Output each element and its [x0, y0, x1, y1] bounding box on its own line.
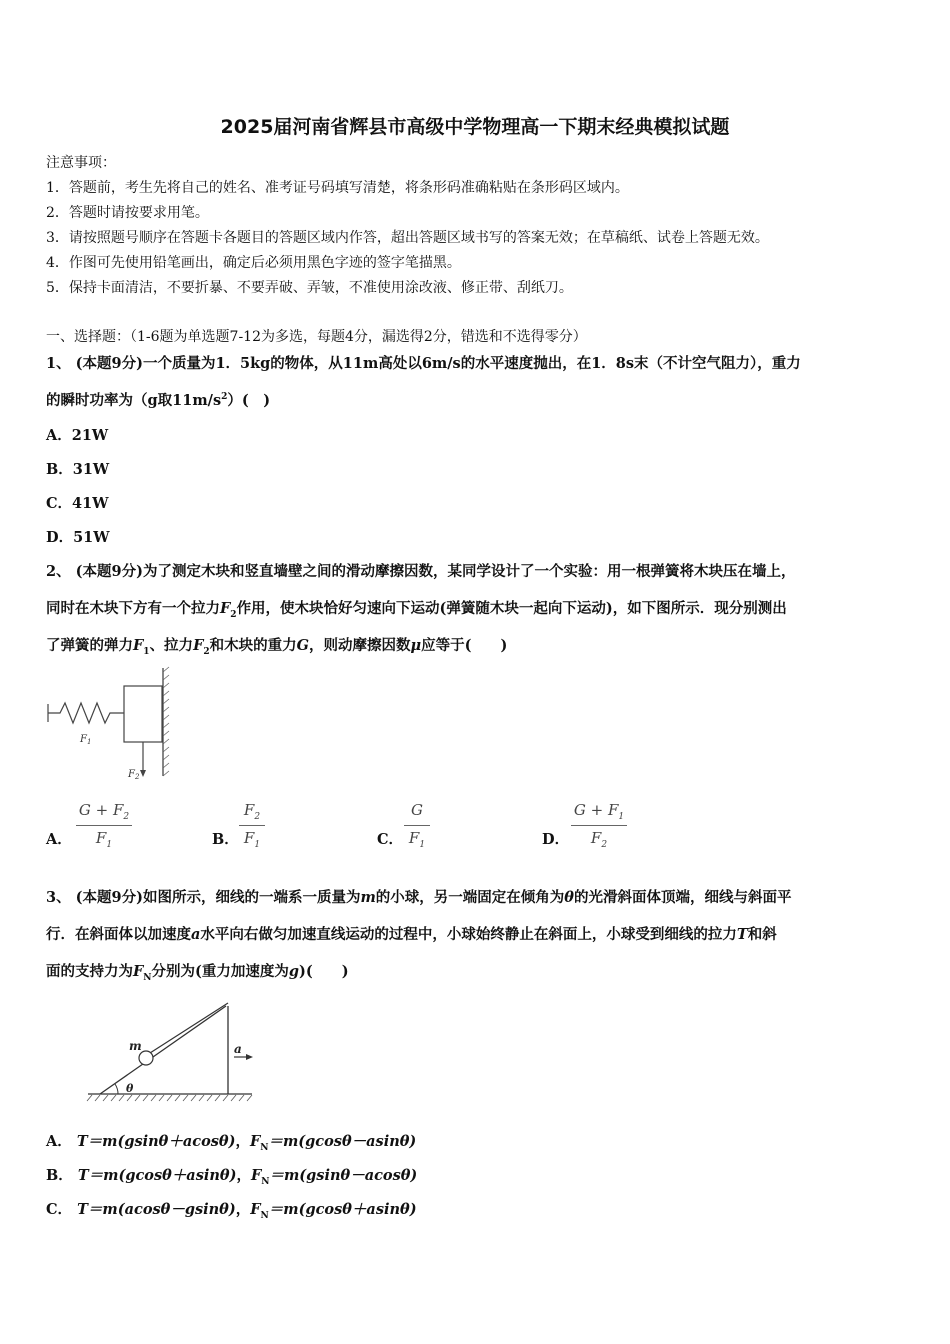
incline-surface [100, 1006, 226, 1094]
q2-option-b-letter: B． [212, 831, 239, 848]
q2-stem-line3: 了弹簧的弹力$F_1$、拉力$F_2$和木块的重力G，则动摩擦因数μ应等于( ) [46, 637, 508, 657]
section-header: 一、选择题：（1-6题为单选题7-12为多选，每题4分，漏选得2分，错选和不选得零分） [46, 329, 587, 345]
ball [139, 1051, 153, 1065]
q2-option-b-fraction: $F_2$ $F_1$ [239, 801, 265, 850]
q3-incline-figure [84, 1000, 256, 1112]
q3-option-c: C． T＝m(acosθ－gsinθ)，$F_N=m(gcos\theta+asin\theta)$ [46, 1201, 417, 1221]
q1-option-b: B．31W [46, 461, 110, 478]
f2-label: $F_2$ [128, 769, 140, 781]
string [150, 1003, 228, 1053]
accel-arrowhead [246, 1054, 253, 1060]
spring [48, 703, 124, 723]
notice-item-5: 5．保持卡面清洁，不要折暴、不要弄破、弄皱，不准使用涂改液、修正带、刮纸刀。 [46, 280, 573, 296]
notice-item-4: 4．作图可先使用铅笔画出，确定后必须用黑色字迹的签字笔描黑。 [46, 255, 461, 271]
angle-arc [115, 1084, 118, 1094]
q1-stem-line1: 1、 (本题9分)一个质量为1．5kg的物体，从11m高处以6m/s的水平速度抛出，在1．8s末（不计空气阻力），重力 [46, 355, 801, 372]
ground-hatching [87, 1095, 252, 1101]
q3-stem-line3: 面的支持力为$F_N$分别为(重力加速度为g)( ) [46, 963, 349, 983]
notice-item-2: 2．答题时请按要求用笔。 [46, 205, 209, 221]
notice-heading: 注意事项： [46, 155, 116, 171]
f2-arrowhead [140, 770, 146, 777]
q2-option-c-letter: C． [377, 831, 404, 848]
f1-label: $F_1$ [80, 734, 92, 746]
q2-option-a-fraction: $G + F_2$ $F_1$ [76, 801, 132, 850]
q2-stem-line2: 同时在木块下方有一个拉力$F_2$作用，使木块恰好匀速向下运动(弹簧随木块一起向下运动)，如下图所示．现分别测出 [46, 600, 787, 620]
theta-label: θ [126, 1082, 134, 1095]
wood-block [124, 686, 162, 742]
q2-option-a-letter: A． [46, 831, 72, 848]
notice-item-3: 3．请按照题号顺序在答题卡各题目的答题区域内作答，超出答题区域书写的答案无效；在草稿纸、试卷上答题无效。 [46, 230, 769, 246]
q3-option-b: B． T＝m(gcosθ＋asinθ)，$F_N=m(gsin\theta-acos\theta)$ [46, 1167, 418, 1187]
q1-option-d: D．51W [46, 529, 110, 546]
q1-option-a: A．21W [46, 427, 109, 444]
q2-stem-line1: 2、 (本题9分)为了测定木块和竖直墙壁之间的滑动摩擦因数，某同学设计了一个实验：用一根弹簧将木块压在墙上， [46, 563, 796, 580]
q1-option-c: C．41W [46, 495, 109, 512]
q3-option-a: A． T＝m(gsinθ＋acosθ)，$F_N=m(gcos\theta-asin\theta)$ [46, 1133, 417, 1153]
q2-option-d-fraction: $G + F_1$ $F_2$ [571, 801, 627, 850]
q3-stem-line1: 3、 (本题9分)如图所示，细线的一端系一质量为m的小球，另一端固定在倾角为θ的光滑斜面体顶端，细线与斜面平 [46, 889, 792, 906]
q2-option-d-letter: D． [542, 831, 570, 848]
wall-hatching [163, 667, 169, 776]
notice-item-1: 1．答题前，考生先将自己的姓名、准考证号码填写清楚，将条形码准确粘贴在条形码区域内。 [46, 180, 629, 196]
q1-stem-line2: 的瞬时功率为（g取$11m/s^2$）( ) [46, 392, 271, 409]
q3-stem-line2: 行．在斜面体以加速度a水平向右做匀加速直线运动的过程中，小球始终静止在斜面上，小球受到细线的拉力T和斜 [46, 926, 777, 943]
accel-label: a [234, 1042, 242, 1056]
mass-label: m [129, 1039, 142, 1053]
page-title: 2025届河南省辉县市高级中学物理高一下期末经典模拟试题 [220, 116, 730, 138]
q2-spring-block-figure [44, 664, 174, 784]
q2-option-c-fraction: G $F_1$ [404, 801, 430, 850]
